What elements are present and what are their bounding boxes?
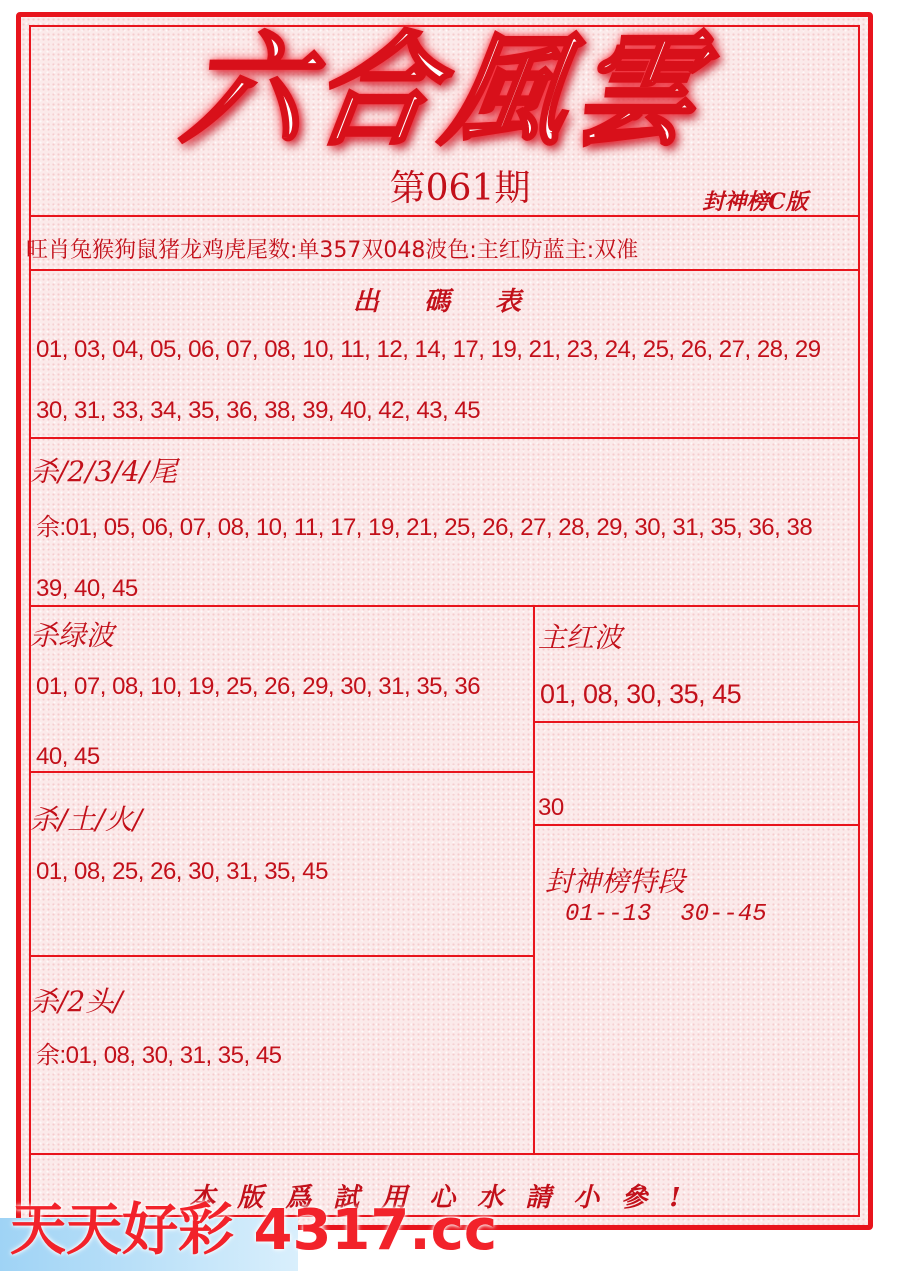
kill-green-line-1: 01, 07, 08, 10, 19, 25, 26, 29, 30, 31, 35, 36 [36, 673, 481, 700]
divider-left-2 [31, 955, 533, 957]
divider-right-2 [533, 824, 858, 826]
kill-tails-heading: 杀/2/3/4/尾 [30, 455, 178, 488]
output-numbers-line-1: 01, 03, 04, 05, 06, 07, 08, 10, 11, 12, 14, 17, 19, 21, 23, 24, 25, 26, 27, 28, 29 [36, 336, 821, 363]
issue-number: 第061期 [389, 168, 531, 209]
kill-green-line-2: 40, 45 [36, 743, 100, 770]
divider-under-output [31, 437, 858, 439]
footer-note: 本版爲試用心水請小參! [189, 1183, 703, 1213]
kill-heads-heading: 杀/2头/ [30, 985, 123, 1018]
edition-label: 封神榜C版 [702, 189, 808, 215]
page-title: 六合風雲 [174, 18, 716, 162]
watermark: 天天好彩 4317.cc [10, 1198, 498, 1263]
column-divider [533, 605, 535, 1153]
kill-green-heading: 杀绿波 [30, 619, 115, 652]
divider-left-1 [31, 771, 533, 773]
kill-elements-heading: 杀/土/火/ [30, 803, 143, 836]
special-section-heading: 封神榜特段 [545, 865, 686, 898]
divider-under-tails [31, 605, 858, 607]
info-line: 旺肖兔猴狗鼠猪龙鸡虎尾数:单357双048波色:主红防蓝主:双准 [26, 238, 639, 263]
kill-tails-line-1: 余:01, 05, 06, 07, 08, 10, 11, 17, 19, 21, 25, 26, 27, 28, 29, 30, 31, 35, 36, 38 [36, 514, 813, 541]
divider-above-footer [31, 1153, 858, 1155]
kill-heads-numbers: 余:01, 08, 30, 31, 35, 45 [36, 1042, 282, 1069]
single-number: 30 [538, 794, 564, 821]
kill-tails-line-2: 39, 40, 45 [36, 575, 138, 602]
divider-right-1 [533, 721, 858, 723]
output-table-heading: 出 碼 表 [352, 287, 540, 317]
special-section-range: 01--13 30--45 [565, 901, 767, 928]
kill-elements-numbers: 01, 08, 25, 26, 30, 31, 35, 45 [36, 858, 328, 885]
main-red-heading: 主红波 [538, 621, 623, 654]
main-red-numbers: 01, 08, 30, 35, 45 [540, 679, 742, 709]
output-numbers-line-2: 30, 31, 33, 34, 35, 36, 38, 39, 40, 42, 43, 45 [36, 397, 481, 424]
